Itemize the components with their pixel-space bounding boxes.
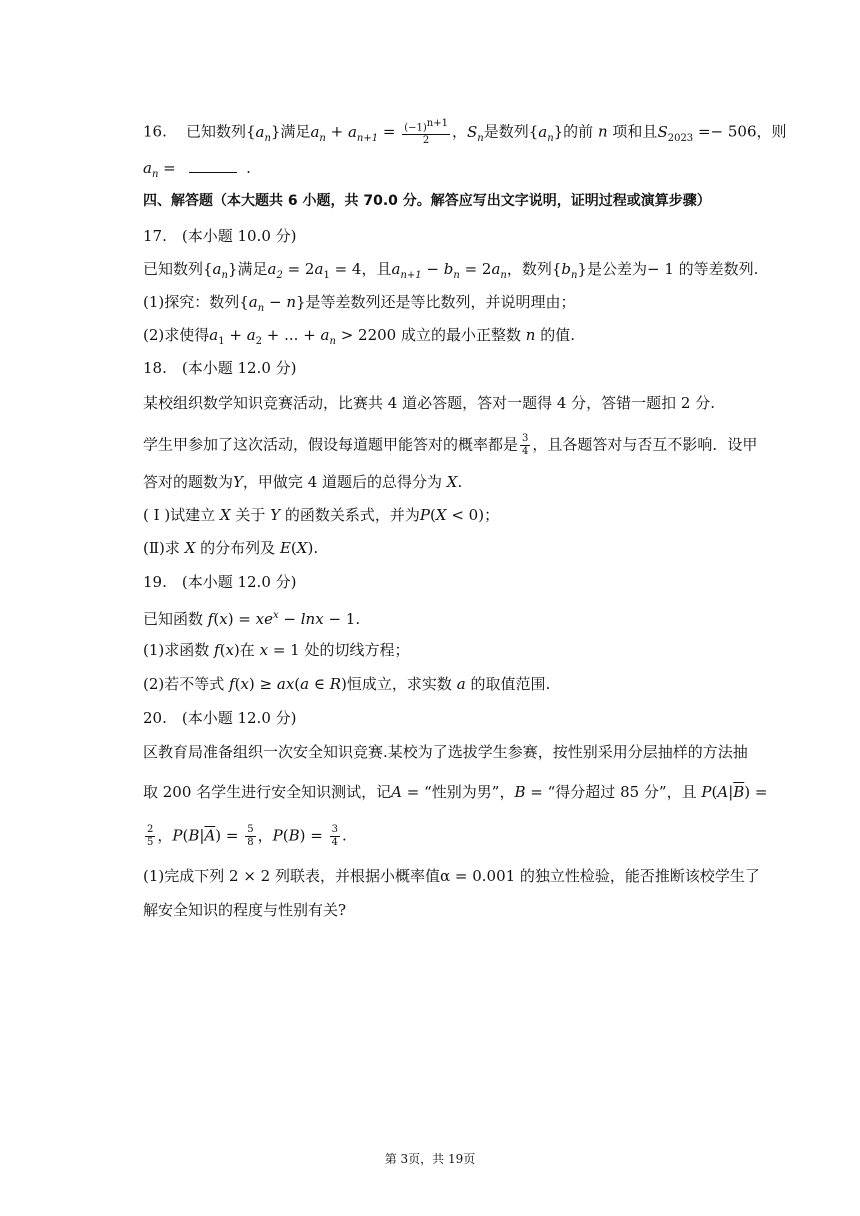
q19-line1: 已知函数 $f(x) = xe^x - \ln x - 1$.	[143, 610, 361, 628]
q20-header: 20. (本小题 12.0 分)	[143, 709, 297, 727]
q16-line1: 16. 已知数列$\{a_n\}$满足$a_n + a_{n+1}$ = $\frac{(-1)^{n+1}}{2}$ ，$S_n$是数列$\{a_n\}$的前 n 项和且$S_{2023} =- 506$，则	[143, 118, 787, 147]
q19-line3: (2)若不等式 f(x) ≥ ax(a ∈ R)恒成立，求实数 a 的取值范围.	[143, 675, 551, 693]
q20-line2: 取 200 名学生进行安全知识测试，记A = “性别为男”，B = “得分超过 85 分”，且 $P(A|\overline{B})$ =	[143, 783, 768, 801]
q18-line2: 学生甲参加了这次活动，假设每道题甲能答对的概率都是 $\frac{3}{4}$ ，且各题答对与否互不影响．设甲	[143, 433, 758, 457]
q18-line3: 答对的题数为Y，甲做完 4 道题后的总得分为 X.	[143, 473, 463, 491]
q18-line4: ( I )试建立 X 关于 Y 的函数关系式，并为P(X < 0)；	[143, 506, 500, 524]
q20-line5: 解安全知识的程度与性别有关?	[143, 901, 347, 919]
probability-fraction: $\frac{3}{4}$	[522, 433, 529, 457]
q16-number: 16.	[143, 122, 167, 141]
q20-line4: (1)完成下列 2 × 2 列联表，并根据小概率值α = 0.001 的独立性检验，能否推断该校学生了	[143, 867, 760, 885]
q19-header: 19. (本小题 12.0 分)	[143, 573, 297, 591]
q18-line1: 某校组织数学知识竞赛活动，比赛共 4 道必答题，答对一题得 4 分，答错一题扣 2 分.	[143, 394, 716, 412]
answer-blank[interactable]	[189, 158, 237, 173]
q20-line1: 区教育局准备组织一次安全知识竞赛.某校为了选拔学生参赛，按性别采用分层抽样的方法抽	[143, 743, 748, 761]
q19-line2: (1)求函数 f(x)在 x = 1 处的切线方程；	[143, 641, 410, 659]
q16-fraction: $\frac{(-1)^{n+1}}{2}$	[404, 118, 448, 147]
q17-line1: 已知数列$\{a_n\}$满足$a_2 = 2a_1 = 4$，且$a_{n+1} - b_n = 2a_n$，数列$\{b_n\}$是公差为− 1 的等差数列.	[143, 260, 759, 281]
section-title: 四、解答题（本大题共 6 小题，共 70.0 分。解答应写出文字说明，证明过程或演算步骤）	[143, 193, 711, 209]
q18-line5: (Ⅱ)求 X 的分布列及 E(X).	[143, 539, 319, 557]
q17-line2: (1)探究：数列$\{a_n - n\}$是等差数列还是等比数列，并说明理由；	[143, 293, 576, 314]
q16-line2: $a_n$ = .	[143, 159, 251, 180]
q17-line3: (2)求使得$a_1 + a_2$ + ... + $a_n > 2200$ 成立的最小正整数 n 的值.	[143, 326, 576, 347]
q18-header: 18. (本小题 12.0 分)	[143, 359, 297, 377]
page-footer: 第 3页，共 19页	[384, 1152, 476, 1166]
q20-line3: $\frac{2}{5}$ ，$P(B|\overline{A})$ = $\frac{5}{8}$ ，P(B) = $\frac{3}{4}$ .	[147, 824, 347, 848]
q17-header: 17. (本小题 10.0 分)	[143, 227, 297, 245]
